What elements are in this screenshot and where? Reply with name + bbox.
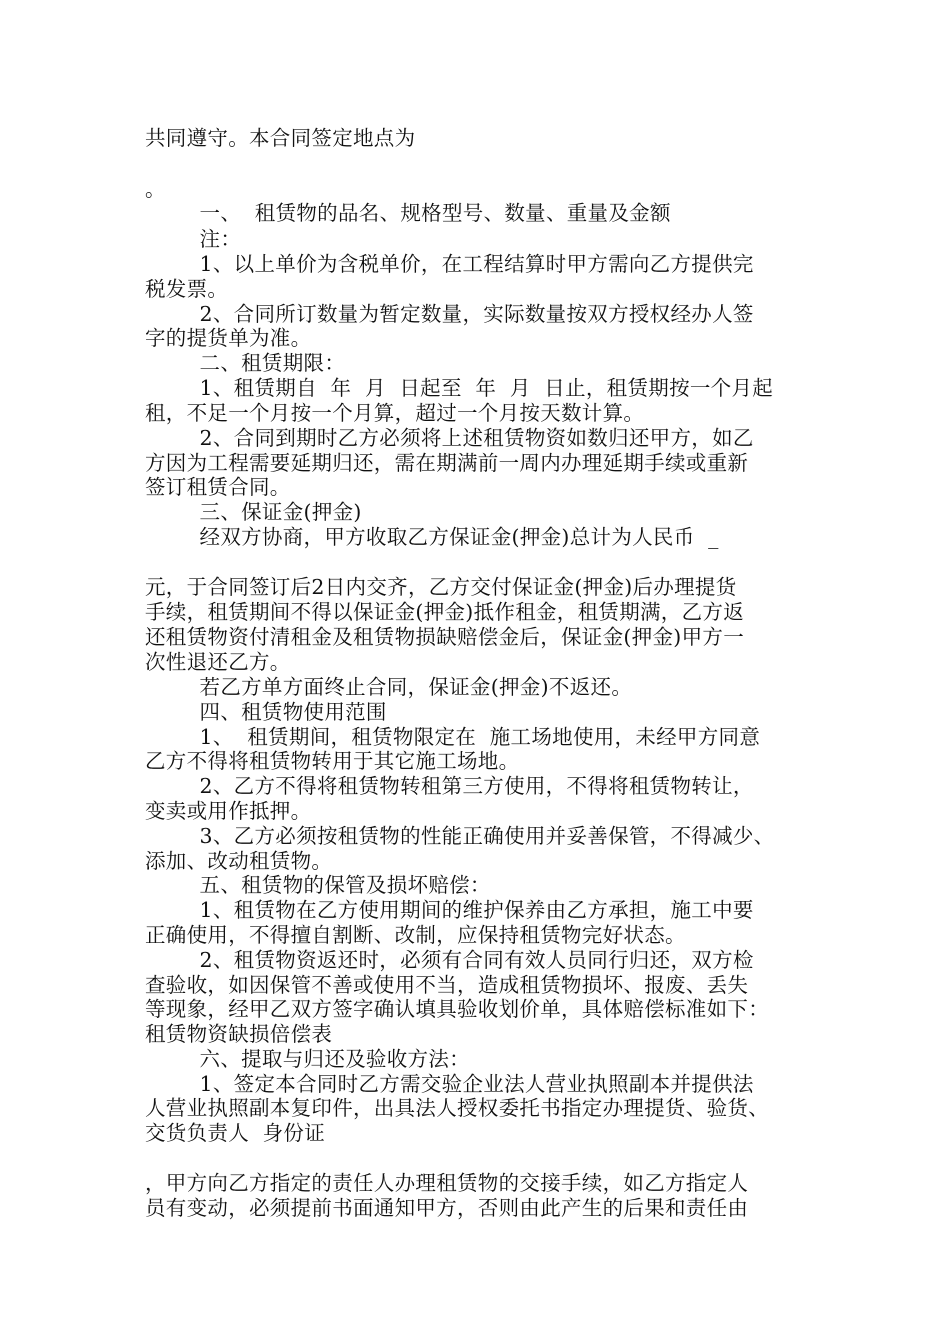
text-line: 元，于合同签订后2日内交齐，乙方交付保证金(押金)后办理提货 [145,575,737,599]
text-line: 交货负责人 身份证 [145,1121,326,1145]
text-line: 1、以上单价为含税单价，在工程结算时甲方需向乙方提供完 [145,252,754,276]
text-line: 1、签定本合同时乙方需交验企业法人营业执照副本并提供法 [145,1072,754,1096]
section-heading: 二、租赁期限： [145,351,346,375]
text-line: 1、 租赁期间，租赁物限定在 施工场地使用，未经甲方同意 [145,725,761,749]
text-line: 2、合同到期时乙方必须将上述租赁物资如数归还甲方，如乙 [145,426,754,450]
text-line: 1、租赁期自 年 月 日起至 年 月 日止，租赁期按一个月起 [145,376,774,400]
text-line: 添加、改动租赁物。 [145,849,333,873]
text-line: 1、租赁物在乙方使用期间的维护保养由乙方承担，施工中要 [145,898,754,922]
text-line: 共同遵守。本合同签定地点为 [145,126,416,150]
text-line: 变卖或用作抵押。 [145,799,312,823]
text-line: ，甲方向乙方指定的责任人办理租赁物的交接手续，如乙方指定人 [145,1171,749,1195]
text-line: 2、合同所订数量为暂定数量，实际数量按双方授权经办人签 [145,302,754,326]
text-line: 乙方不得将租赁物转用于其它施工场地。 [145,749,520,773]
text-line: 2、乙方不得将租赁物转租第三方使用，不得将租赁物转让， [145,774,754,798]
section-heading: 五、租赁物的保管及损坏赔偿： [145,873,491,897]
text-line: 手续，租赁期间不得以保证金(押金)抵作租金，租赁期满，乙方返 [145,600,744,624]
text-line: 注： [145,227,242,251]
text-line: 税发票。 [145,277,229,301]
text-line: 还租赁物资付清租金及租赁物损缺赔偿金后，保证金(押金)甲方一 [145,625,744,649]
text-line: 次性退还乙方。 [145,650,291,674]
section-heading: 四、租赁物使用范围 [145,700,387,724]
section-heading: 一、 租赁物的品名、规格型号、数量、重量及金额 [145,201,671,225]
text-line: 经双方协商，甲方收取乙方保证金(押金)总计为人民币 _ [145,525,719,549]
text-line: 字的提货单为准。 [145,326,312,350]
text-line: 。 [145,177,166,201]
text-line: 方因为工程需要延期归还，需在期满前一周内办理延期手续或重新 [145,451,749,475]
section-heading: 六、提取与归还及验收方法： [145,1047,470,1071]
text-line: 2、租赁物资返还时，必须有合同有效人员同行归还，双方检 [145,948,754,972]
text-line: 查验收，如因保管不善或使用不当，造成租赁物损坏、报废、丢失 [145,973,749,997]
section-heading: 三、保证金(押金) [145,500,362,524]
text-line: 人营业执照副本复印件，出具法人授权委托书指定办理提货、验货、 [145,1096,769,1120]
text-line: 3、乙方必须按租赁物的性能正确使用并妥善保管，不得减少、 [145,824,775,848]
text-line: 租，不足一个月按一个月算，超过一个月按天数计算。 [145,401,645,425]
text-line: 员有变动，必须提前书面通知甲方，否则由此产生的后果和责任由 [145,1196,749,1220]
text-line: 租赁物资缺损倍偿表 [145,1022,333,1046]
text-line: 等现象，经甲乙双方签字确认填具验收划价单，具体赔偿标准如下： [145,997,769,1021]
text-line: 若乙方单方面终止合同，保证金(押金)不返还。 [145,675,633,699]
text-line: 签订租赁合同。 [145,475,291,499]
text-line: 正确使用，不得擅自割断、改制，应保持租赁物完好状态。 [145,923,686,947]
